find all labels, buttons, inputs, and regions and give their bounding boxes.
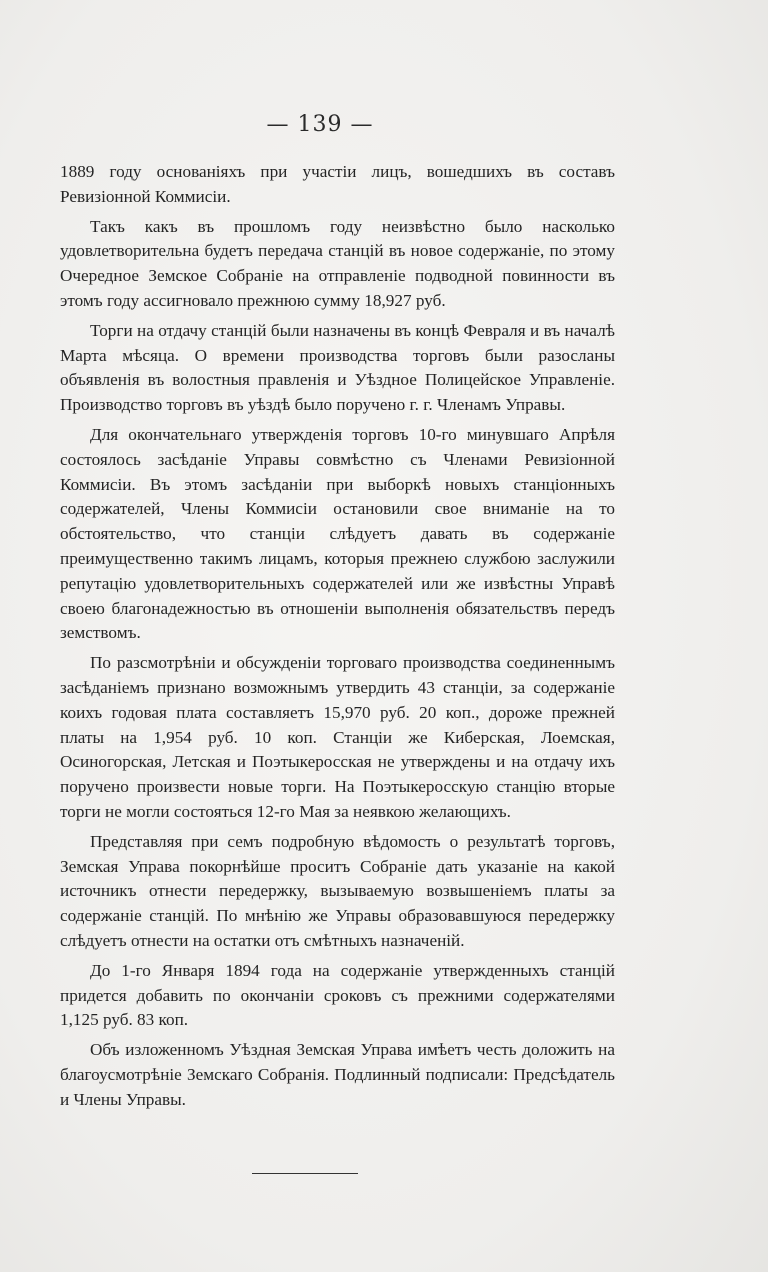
paragraph-1: 1889 году основаніяхъ при участіи лицъ, вошедшихъ въ составъ Ревизіонной Коммисіи. — [60, 162, 615, 206]
paragraph-6: Представляя при семъ подробную вѣдомость о результатѣ торговъ, Земская Управа покорнѣйше проситъ Собраніе дать указаніе на какой источникъ отнести передержку, вызываемую возвышеніемъ платы за содержаніе станцій. По мнѣнію же Управы образовавшуюся передержку слѣдуетъ отнести на остатки отъ смѣтныхъ назначеній. — [60, 831, 615, 950]
document-body — [60, 160, 615, 1112]
paragraph-4: Для окончательнаго утвержденія торговъ 10-го минувшаго Апрѣля состоялось засѣданіе Управы совмѣстно съ Членами Ревизіонной Коммисіи. Въ этомъ засѣданіи при выборкѣ новыхъ станціонныхъ содержателей, Члены Коммисіи остановили свое вниманіе на то обстоятельство, что станціи слѣдуетъ давать въ содержаніе преимущественно такимъ лицамъ, которыя прежнею службою заслужили репутацію удовлетворительныхъ содержателей или же извѣстны Управѣ своею благонадежностью въ отношеніи выполненія обязательствъ передъ земствомъ. — [60, 424, 615, 643]
paragraph-2: Такъ какъ въ прошломъ году неизвѣстно было насколько удовлетворительна будетъ передача станцій въ новое содержаніе, по этому Очередное Земское Собраніе на отправленіе подводной повинности въ этомъ году ассигновало прежнюю сумму 18,927 руб. — [60, 216, 615, 310]
page-number: — 139 — — [266, 112, 374, 137]
paragraph-8: Объ изложенномъ Уѣздная Земская Управа имѣетъ честь доложить на благоусмотрѣніе Земскаго Собранія. Подлинный подписали: Предсѣдатель и Члены Управы. — [60, 1040, 615, 1109]
paragraph-3: Торги на отдачу станцій были назначены въ концѣ Февраля и въ началѣ Марта мѣсяца. О времени производства торговъ были разосланы объявленія въ волостныя правленія и Уѣздное Полицейское Управленіе. Производство торговъ въ уѣздѣ было поручено г. г. Членамъ Управы. — [60, 320, 615, 415]
closing-rule — [252, 1173, 358, 1174]
paragraph-5: По разсмотрѣніи и обсужденіи торговаго производства соединеннымъ засѣданіемъ признано возможнымъ утвердить 43 станціи, за содержаніе коихъ годовая плата составляетъ 15,970 руб. 20 коп., дороже прежней платы на 1,954 руб. 10 коп. Станціи же Киберская, Лоемская, Осиногорская, Летская и Поэтыкеросская не утверждены и на отдачу ихъ поручено произвести новые торги. На Поэтыкеросскую станцію вторые торги не могли состояться 12-го Мая за неявкою желающихъ. — [60, 653, 615, 821]
paragraph-7: До 1-го Января 1894 года на содержаніе утвержденныхъ станцій придется добавить по окончаніи сроковъ съ прежними содержателями 1,125 руб. 83 коп. — [60, 960, 615, 1030]
